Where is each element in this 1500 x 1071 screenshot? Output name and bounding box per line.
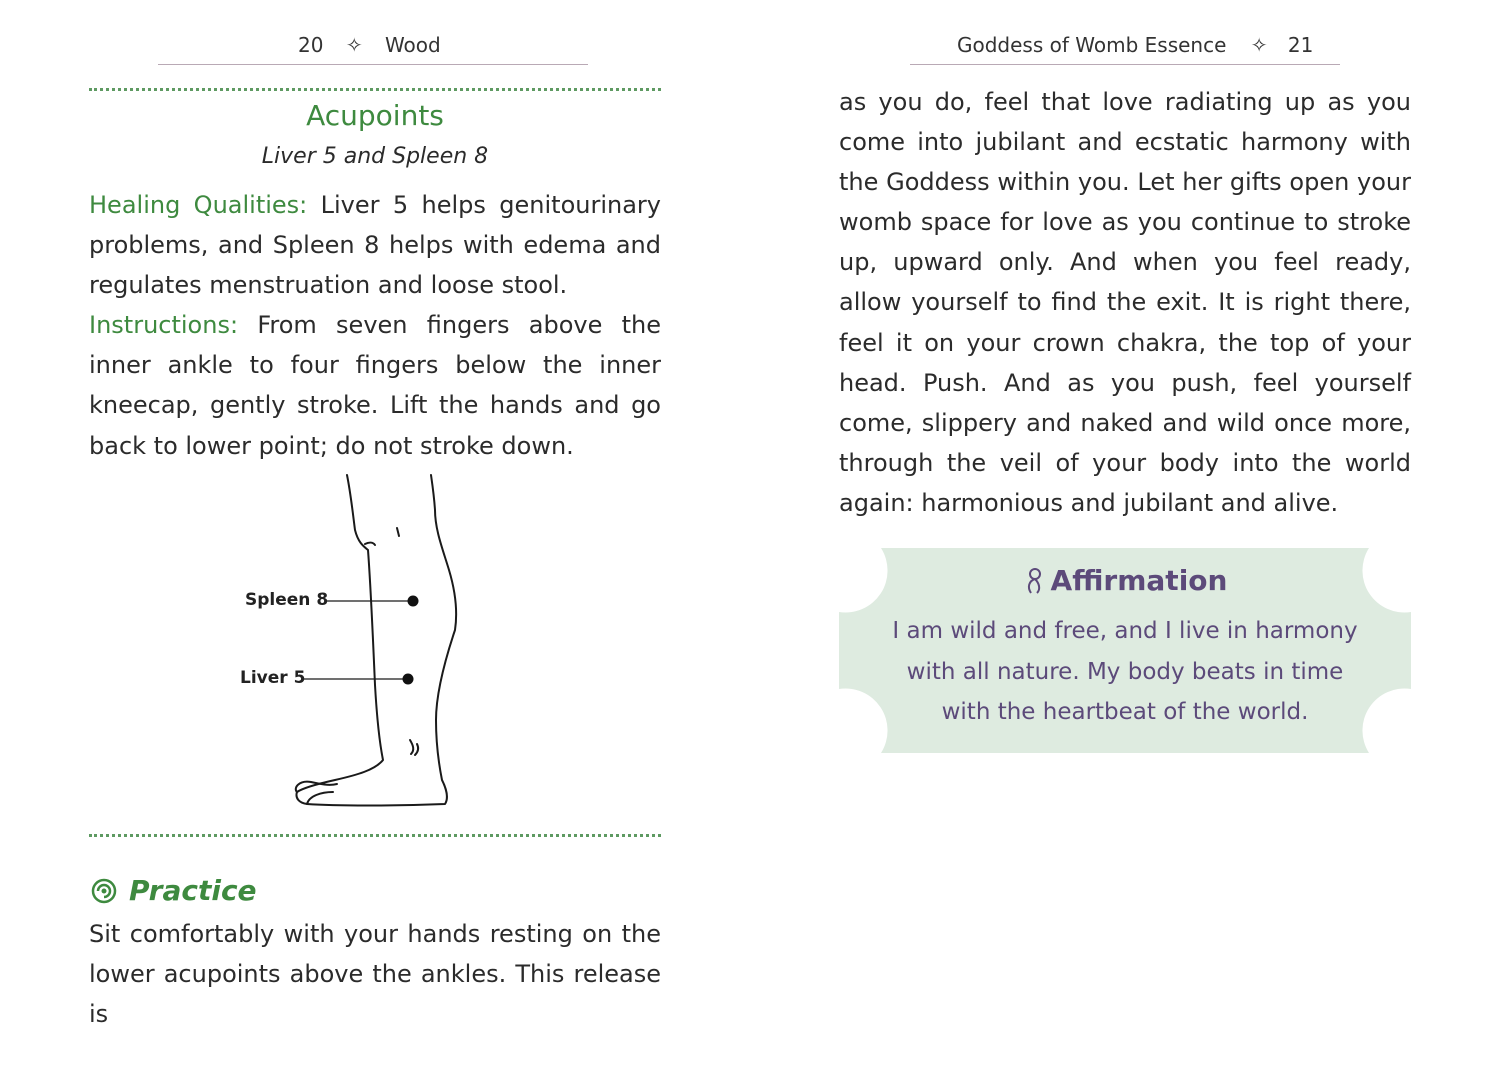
liver-5-label: Liver 5 bbox=[240, 668, 306, 688]
practice-title: Practice bbox=[129, 874, 257, 907]
affirmation-text: I am wild and free, and I live in harmony with all nature. My body beats in time with the heartbeat of the world. bbox=[892, 618, 1358, 725]
right-page-number: 21 bbox=[1287, 33, 1314, 57]
spleen-8-point bbox=[408, 596, 419, 607]
four-point-star-icon: ✧ bbox=[345, 33, 363, 57]
knee-crease bbox=[365, 543, 375, 545]
left-running-head bbox=[298, 33, 441, 57]
healing-qualities-label: Healing Qualities: bbox=[89, 191, 308, 219]
acupoints-heading: Acupoints bbox=[306, 99, 444, 132]
goddess-figure-icon bbox=[1023, 567, 1045, 595]
four-point-star-icon: ✧ bbox=[1250, 33, 1268, 57]
affirmation-heading bbox=[839, 564, 1411, 597]
practice-heading bbox=[89, 874, 257, 907]
toe-detail bbox=[307, 792, 333, 804]
right-running-head bbox=[957, 33, 1313, 57]
right-body-text: as you do, feel that love radiating up as you come into jubilant and ecstatic harmony with the Goddess within you. Let her gifts open your womb space for love as you continue to stroke up, upward only. And when you feel ready, allow yourself to find the exit. It is right there, feel it on your crown chakra, the top of your head. Push. And as you push, feel yourself come, slippery and naked and wild once more, through the veil of your body into the world again: harmonious and jubilant and alive. bbox=[839, 88, 1411, 517]
acupoints-bottom-divider bbox=[89, 834, 661, 837]
left-page-number: 20 bbox=[298, 33, 324, 57]
acupoints-top-divider bbox=[89, 88, 661, 91]
knee-tick bbox=[397, 528, 399, 536]
spleen-8-label: Spleen 8 bbox=[245, 590, 329, 610]
left-running-title: Wood bbox=[384, 33, 441, 57]
instructions-text: From seven fingers above the inner ankle to four fingers below the inner kneecap, gently stroke. Lift the hands and go back to lower point; do not stroke down. bbox=[89, 311, 661, 460]
ankle-mark bbox=[410, 740, 413, 754]
acupoints-body bbox=[89, 185, 661, 466]
practice-text: Sit comfortably with your hands resting on the lower acupoints above the ankles. This release is bbox=[89, 920, 661, 1029]
right-header-rule bbox=[910, 64, 1340, 65]
right-running-title: Goddess of Womb Essence bbox=[957, 33, 1227, 57]
acupoints-subheading: Liver 5 and Spleen 8 bbox=[261, 144, 489, 169]
ankle-mark-2 bbox=[415, 744, 418, 755]
spiral-leaf-icon bbox=[89, 876, 119, 906]
instructions-label: Instructions: bbox=[89, 311, 239, 340]
leg-back-outline bbox=[296, 475, 456, 806]
left-header-rule bbox=[158, 64, 588, 65]
affirmation-title: Affirmation bbox=[1050, 564, 1228, 597]
healing-qualities-text: Liver 5 helps genitourinary problems, and Spleen 8 helps with edema and regulates menstruation and loose stool. bbox=[89, 191, 662, 300]
leg-acupoint-figure bbox=[225, 470, 485, 820]
liver-5-point bbox=[403, 674, 414, 685]
